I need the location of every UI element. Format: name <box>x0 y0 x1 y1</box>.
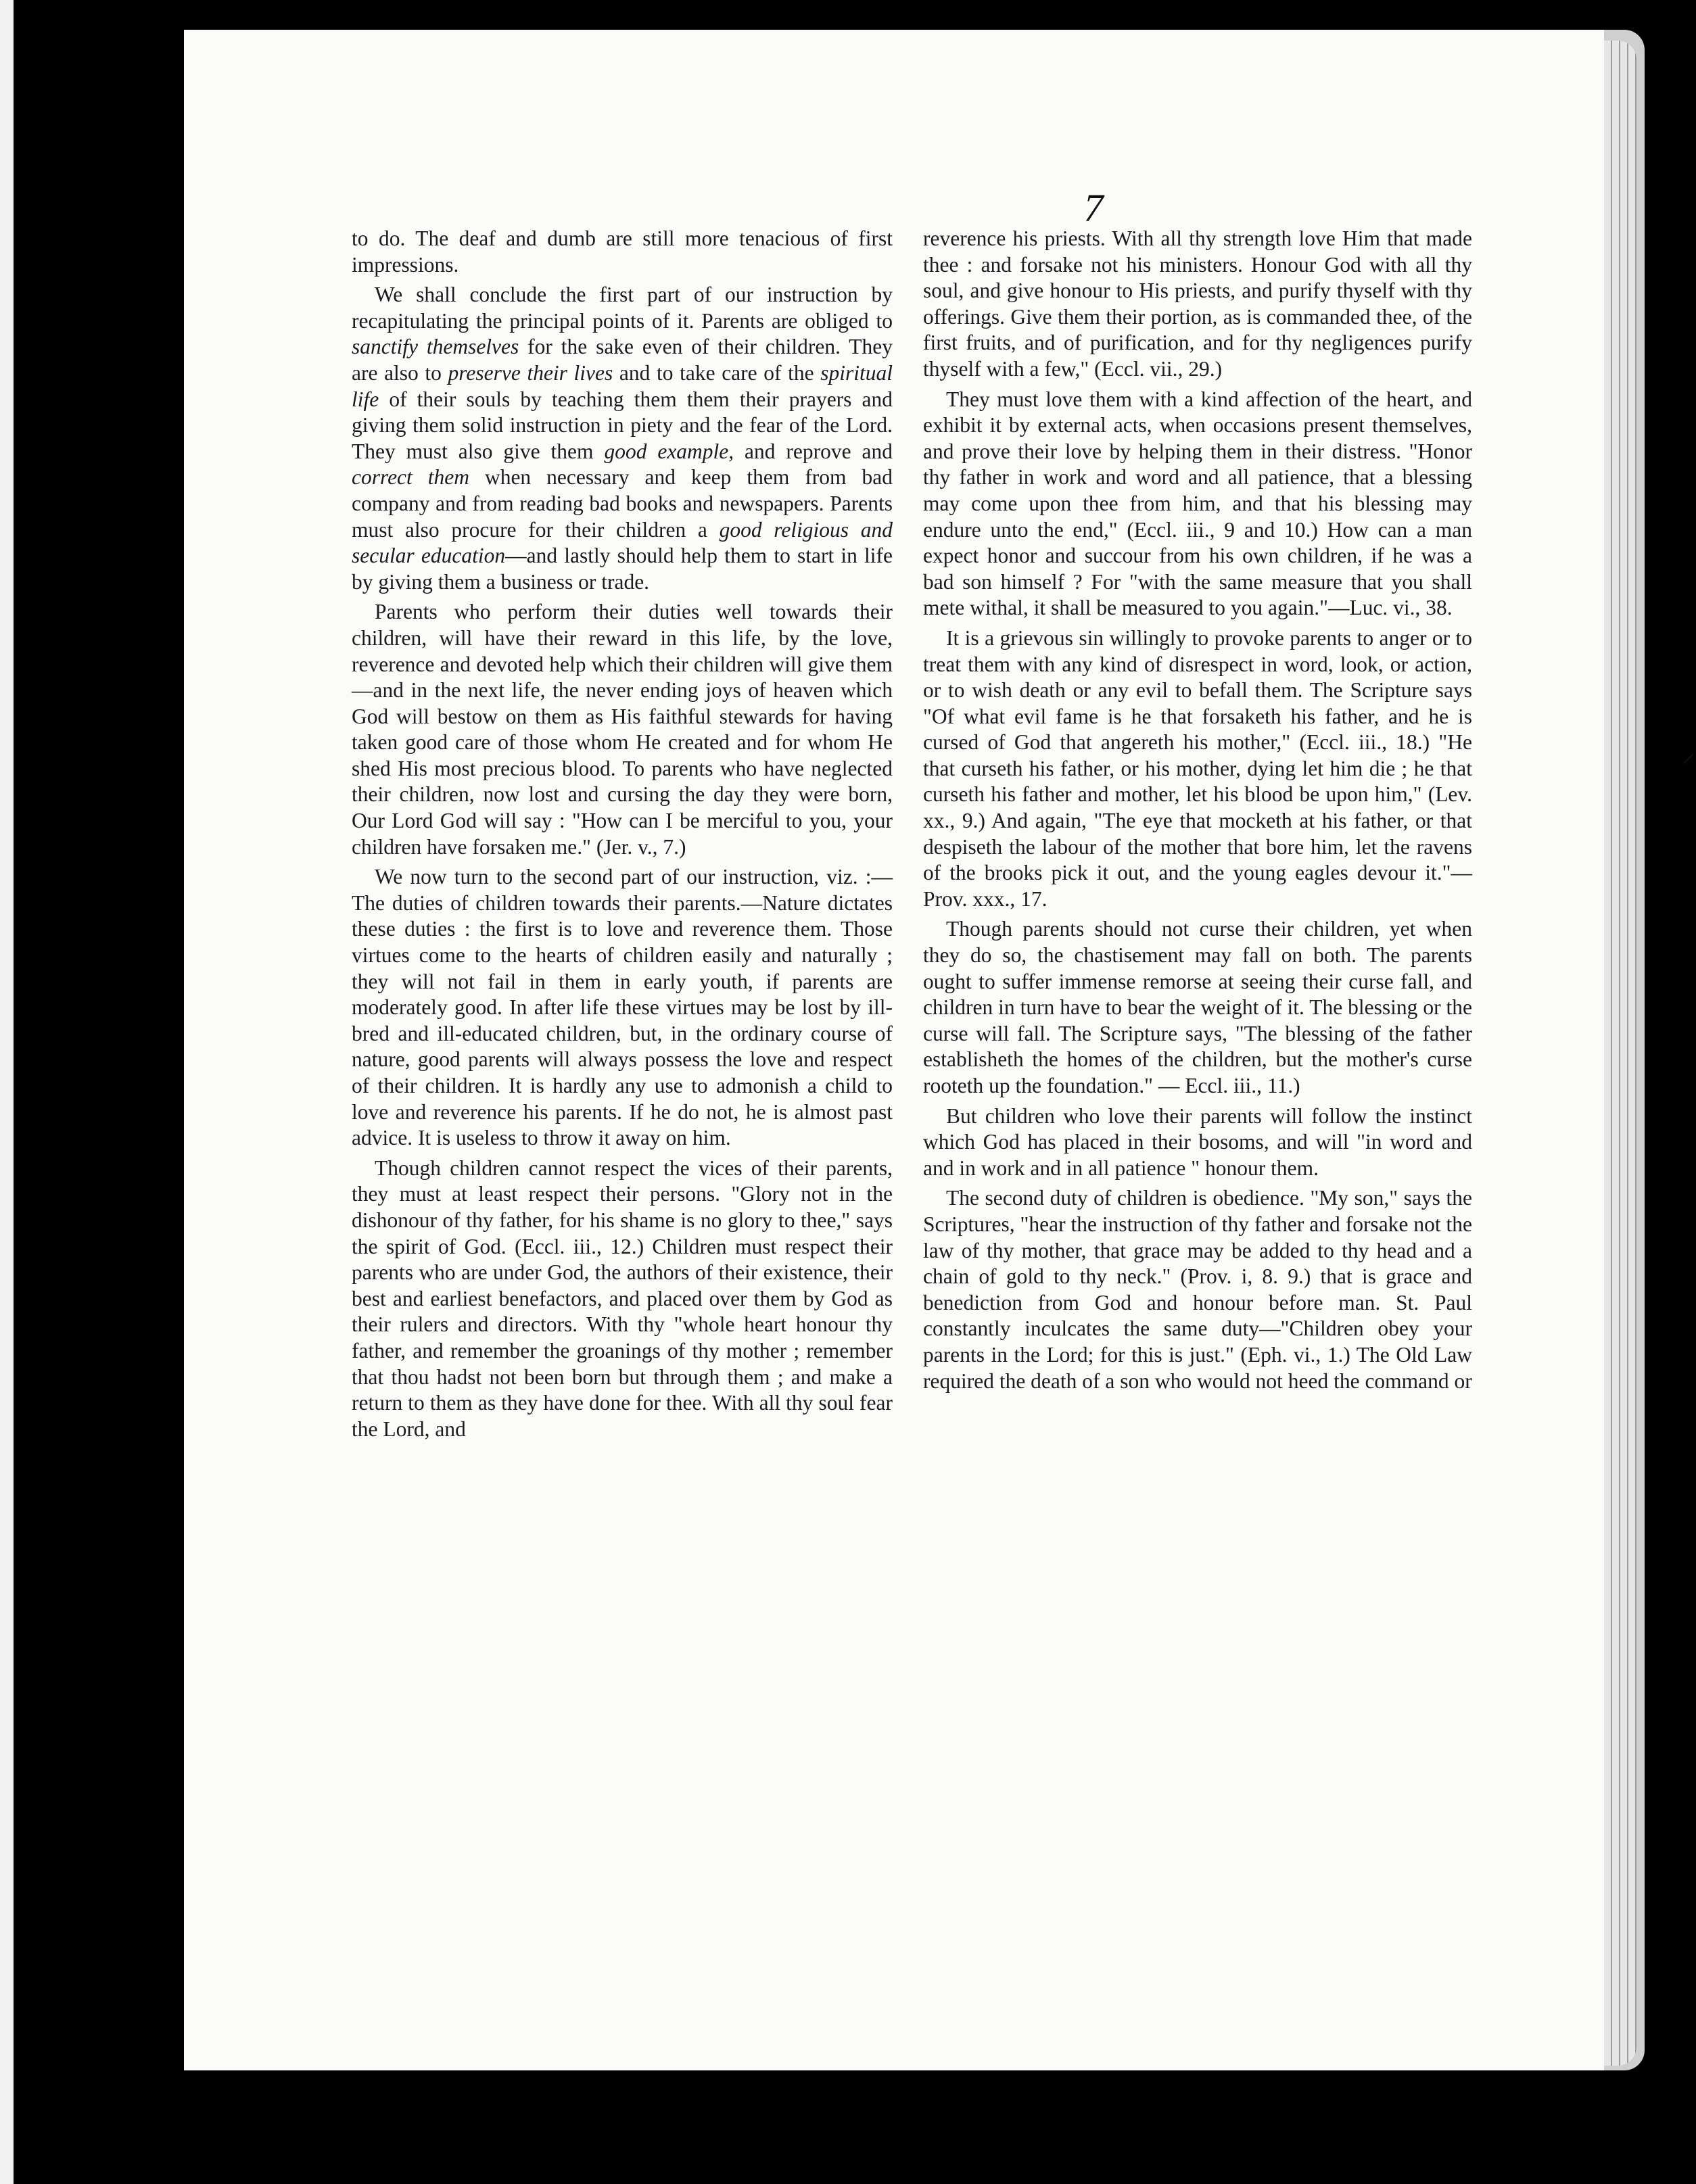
paragraph: Though parents should not curse their children, yet when they do so, the chastisement may fall on both. The parents ought to suffer immense remorse at seeing their curse fall, and children in turn have to bear the weight of it. The blessing or the curse will fall. The Scripture says, "The blessing of the father establisheth the homes of the children, but the mother's curse rooteth up the foundation." — Eccl. iii., 11.) <box>923 917 1472 1097</box>
italic-phrase: preserve their lives <box>448 360 613 385</box>
paragraph: Parents who perform their duties well towards their children, will have their reward in this life, by the love, reverence and devoted help which their children will give them—and in the next life, the never ending joys of heaven which God will bestow on them as His faithful stewards for having taken good care of those whom He created and for whom He shed His most precious blood. To parents who have neglected their children, now lost and cursing the day they were born, Our Lord God will say : "How can I be merciful to you, your children have forsaken me." (Jer. v., 7.) <box>352 600 893 859</box>
paragraph: Though children cannot respect the vices of their parents, they must at least respect their persons. "Glory not in the dishonour of thy father, for his shame is no glory to thee," says the spirit of God. (Eccl. iii., 12.) Children must respect their parents who are under God, the authors of their existence, their best and earliest benefactors, and placed over them by God as their rulers and directors. With thy "whole heart honour thy father, and remember the groanings of thy mother ; remember that thou hadst not been born but through them ; and make a return to them as they have done for thee. With all thy soul fear the Lord, and <box>352 1156 893 1441</box>
italic-phrase: correct them <box>352 465 469 490</box>
text-run: and reprove and <box>734 439 893 463</box>
right-text-column <box>923 226 1472 1398</box>
text-run: We shall conclude the first part of our instruction by recapitulating the principal points of it. Parents are obliged to <box>352 283 893 333</box>
margin-mark: ⸍ <box>1682 749 1695 779</box>
paragraph: The second duty of children is obedience. "My son," says the Scriptures, "hear the instruction of thy father and forsake not the law of thy mother, that grace may be added to thy head and a chain of gold to thy neck." (Prov. i, 8. 9.) that is grace and benediction from God and honour before man. St. Paul constantly inculcates the same duty—"Children obey your parents in the Lord; for this is just." (Eph. vi., 1.) The Old Law required the death of a son who would not heed the command or <box>923 1186 1472 1393</box>
italic-phrase: sanctify themselves <box>352 335 519 359</box>
facing-page-edge <box>0 0 14 2184</box>
paragraph: We now turn to the second part of our instruction, viz. :—The duties of children towards their parents.—Nature dictates these duties : the first is to love and reverence them. Those virtues come to the hearts of children easily and naturally ; they will not fail in them in early youth, if parents are moderately good. In after life these virtues may be lost by ill-bred and ill-educated children, but, in the ordinary course of nature, good parents will always possess the love and respect of their children. It is hardly any use to admonish a child to love and reverence his parents. If he do not, he is almost past advice. It is useless to throw it away on him. <box>352 865 893 1150</box>
italic-phrase: good religious and secular education <box>352 517 893 568</box>
text-run: and to take care of the <box>613 360 821 385</box>
paragraph <box>352 282 893 595</box>
text-run: of their souls by teaching them them their prayers and giving them solid instruction in piety and the fear of the Lord. They must also give them <box>352 387 893 463</box>
paragraph: It is a grievous sin willingly to provoke parents to anger or to treat them with any kind of disrespect in word, look, or action, or to wish death or any evil to befall them. The Scripture says "Of what evil fame is he that forsaketh his father, and he is cursed of God that angereth his mother," (Eccl. iii., 18.) "He that curseth his father, or his mother, dying let him die ; he that curseth his father and mother, let his blood be upon him," (Lev. xx., 9.) And again, "The eye that mocketh at his father, or that despiseth the labour of the mother that bore him, let the ravens of the brooks pick it out, and the young eagles devour it."—Prov. xxx., 17. <box>923 625 1472 911</box>
italic-phrase: good example, <box>604 439 734 463</box>
paragraph: But children who love their parents will follow the instinct which God has placed in their bosoms, and will "in word and and in work and in all patience " honour them. <box>923 1103 1472 1180</box>
paragraph: to do. The deaf and dumb are still more tenacious of first impressions. <box>352 227 893 277</box>
italic-phrase: spiritual life <box>352 360 893 411</box>
text-run: when necessary and keep them from bad company and from reading bad books and newspapers. Parents must also procure for their children a <box>352 465 893 542</box>
paragraph: reverence his priests. With all thy strength love Him that made thee : and forsake not his ministers. Honour God with all thy soul, and give honour to His priests, and purify thyself with thy offerings. Give them their portion, as is commanded thee, of the first fruits, and of purification, and for thy negligences purify thyself with a few," (Eccl. vii., 29.) <box>923 227 1472 381</box>
page-number: 7 <box>1083 186 1104 230</box>
text-run: for the sake even of their children. They are also to <box>352 335 893 385</box>
left-text-column <box>352 226 893 1446</box>
text-run: —and lastly should help them to start in life by giving them a business or trade. <box>352 544 893 594</box>
paragraph: They must love them with a kind affection of the heart, and exhibit it by external acts, when occasions present themselves, and prove their love by helping them in their distress. "Honor thy father in work and word and all patience, that a blessing may come upon thee from him, and that his blessing may endure unto the end," (Eccl. iii., 9 and 10.) How can a man expect honor and succour from his own children, if he was a bad son himself ? For "with the same measure that you shall mete withal, it shall be measured to you again."—Luc. vi., 38. <box>923 387 1472 620</box>
